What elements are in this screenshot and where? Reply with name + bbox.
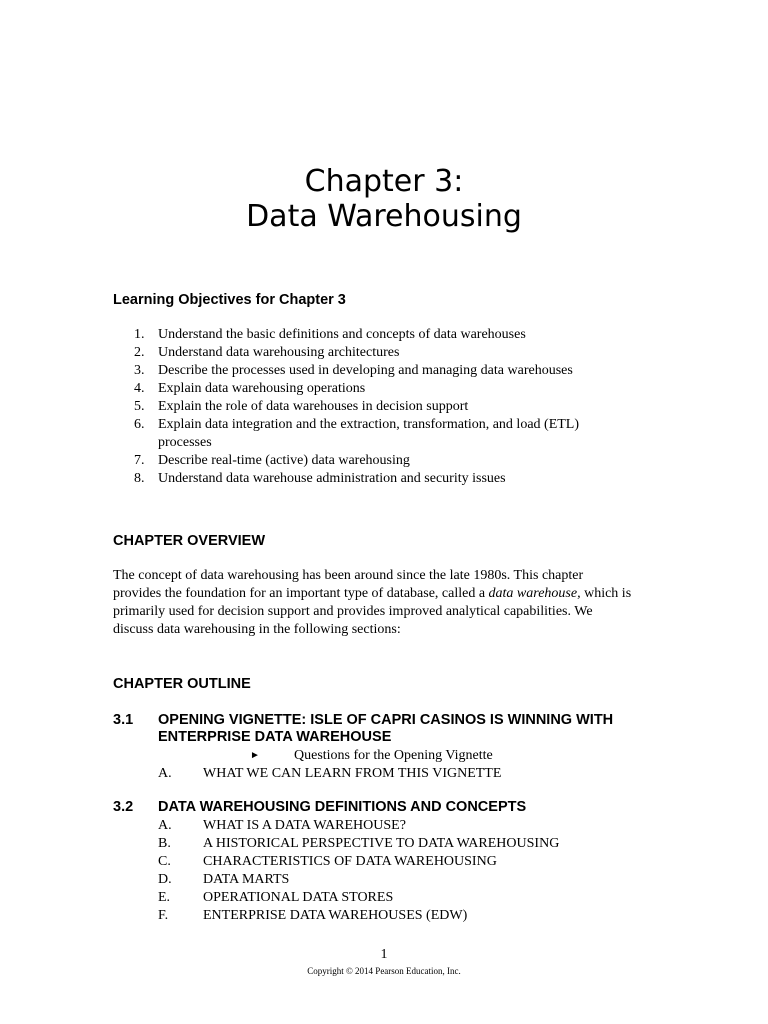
list-item — [134, 452, 634, 470]
overview-emphasis: data warehouse, — [488, 586, 581, 601]
list-item-text: Understand data warehouse administration and security issues — [158, 471, 506, 486]
list-item-text: Understand the basic definitions and concepts of data warehouses — [158, 327, 526, 342]
list-item — [134, 470, 634, 488]
subitem-text: OPERATIONAL DATA STORES — [203, 890, 394, 905]
section-number: 3.2 — [113, 799, 134, 815]
list-item-number: 5. — [134, 399, 145, 414]
section-number: 3.1 — [113, 712, 134, 728]
chapter-title: Data Warehousing — [246, 199, 522, 234]
list-item-number: 3. — [134, 363, 145, 378]
list-item — [134, 326, 634, 344]
subitem-letter: F. — [158, 908, 169, 923]
subitem-text: CHARACTERISTICS OF DATA WAREHOUSING — [203, 854, 497, 869]
section-title: OPENING VIGNETTE: ISLE OF CAPRI CASINOS IS WINNING WITH — [158, 712, 614, 728]
list-item — [134, 362, 634, 380]
list-item — [134, 380, 634, 398]
list-item — [134, 344, 634, 362]
copyright-notice: Copyright © 2014 Pearson Education, Inc. — [307, 966, 461, 976]
subitem-letter: B. — [158, 836, 171, 851]
subitem-text: DATA MARTS — [203, 872, 290, 887]
chapter-number-title: Chapter 3: — [304, 164, 464, 199]
chapter-outline-heading: CHAPTER OUTLINE — [113, 676, 251, 692]
overview-paragraph — [113, 567, 633, 639]
overview-text: which is primarily used for decision support and provides improved analytical capabilities. We discuss data warehousing in the following sections: — [113, 586, 632, 637]
learning-objectives-heading: Learning Objectives for Chapter 3 — [113, 292, 346, 308]
outline-bullet-item — [250, 747, 493, 765]
subitem-letter: D. — [158, 872, 172, 887]
list-item-number: 7. — [134, 453, 145, 468]
list-item-number: 2. — [134, 345, 145, 360]
learning-objectives-list — [134, 326, 634, 488]
subitem-letter: E. — [158, 890, 171, 905]
section-title-continued: ENTERPRISE DATA WAREHOUSE — [158, 729, 392, 745]
subitem-letter: A. — [158, 818, 172, 833]
list-item-text: Describe real-time (active) data warehousing — [158, 453, 410, 468]
list-item-number: 8. — [134, 471, 145, 486]
bullet-arrow-icon: ► — [250, 750, 260, 761]
list-item-text: Explain data integration and the extraction, transformation, and load (ETL) processes — [158, 417, 580, 450]
list-item-number: 4. — [134, 381, 145, 396]
list-item-text: Explain data warehousing operations — [158, 381, 366, 396]
subitem-text: A HISTORICAL PERSPECTIVE TO DATA WAREHOUSING — [203, 836, 560, 851]
subitem-text: WHAT IS A DATA WAREHOUSE? — [203, 818, 406, 833]
section-title: DATA WAREHOUSING DEFINITIONS AND CONCEPTS — [158, 799, 527, 815]
list-item-text: Understand data warehousing architectures — [158, 345, 400, 360]
list-item-text: Explain the role of data warehouses in decision support — [158, 399, 469, 414]
list-item — [134, 416, 618, 452]
subitem-letter: A. — [158, 766, 172, 781]
chapter-overview-heading: CHAPTER OVERVIEW — [113, 533, 266, 549]
list-item-text: Describe the processes used in developing and managing data warehouses — [158, 363, 573, 378]
overview-text: The concept of data warehousing has been around since the late 1980s. This chapter provides the foundation for an important type of database, called a — [113, 568, 584, 601]
bullet-text: Questions for the Opening Vignette — [294, 748, 493, 763]
page-number: 1 — [380, 947, 388, 962]
list-item — [134, 398, 634, 416]
list-item-number: 6. — [134, 417, 145, 432]
subitem-text: ENTERPRISE DATA WAREHOUSES (EDW) — [203, 908, 468, 923]
subitem-text: WHAT WE CAN LEARN FROM THIS VIGNETTE — [203, 766, 502, 781]
subitem-letter: C. — [158, 854, 171, 869]
list-item-number: 1. — [134, 327, 145, 342]
